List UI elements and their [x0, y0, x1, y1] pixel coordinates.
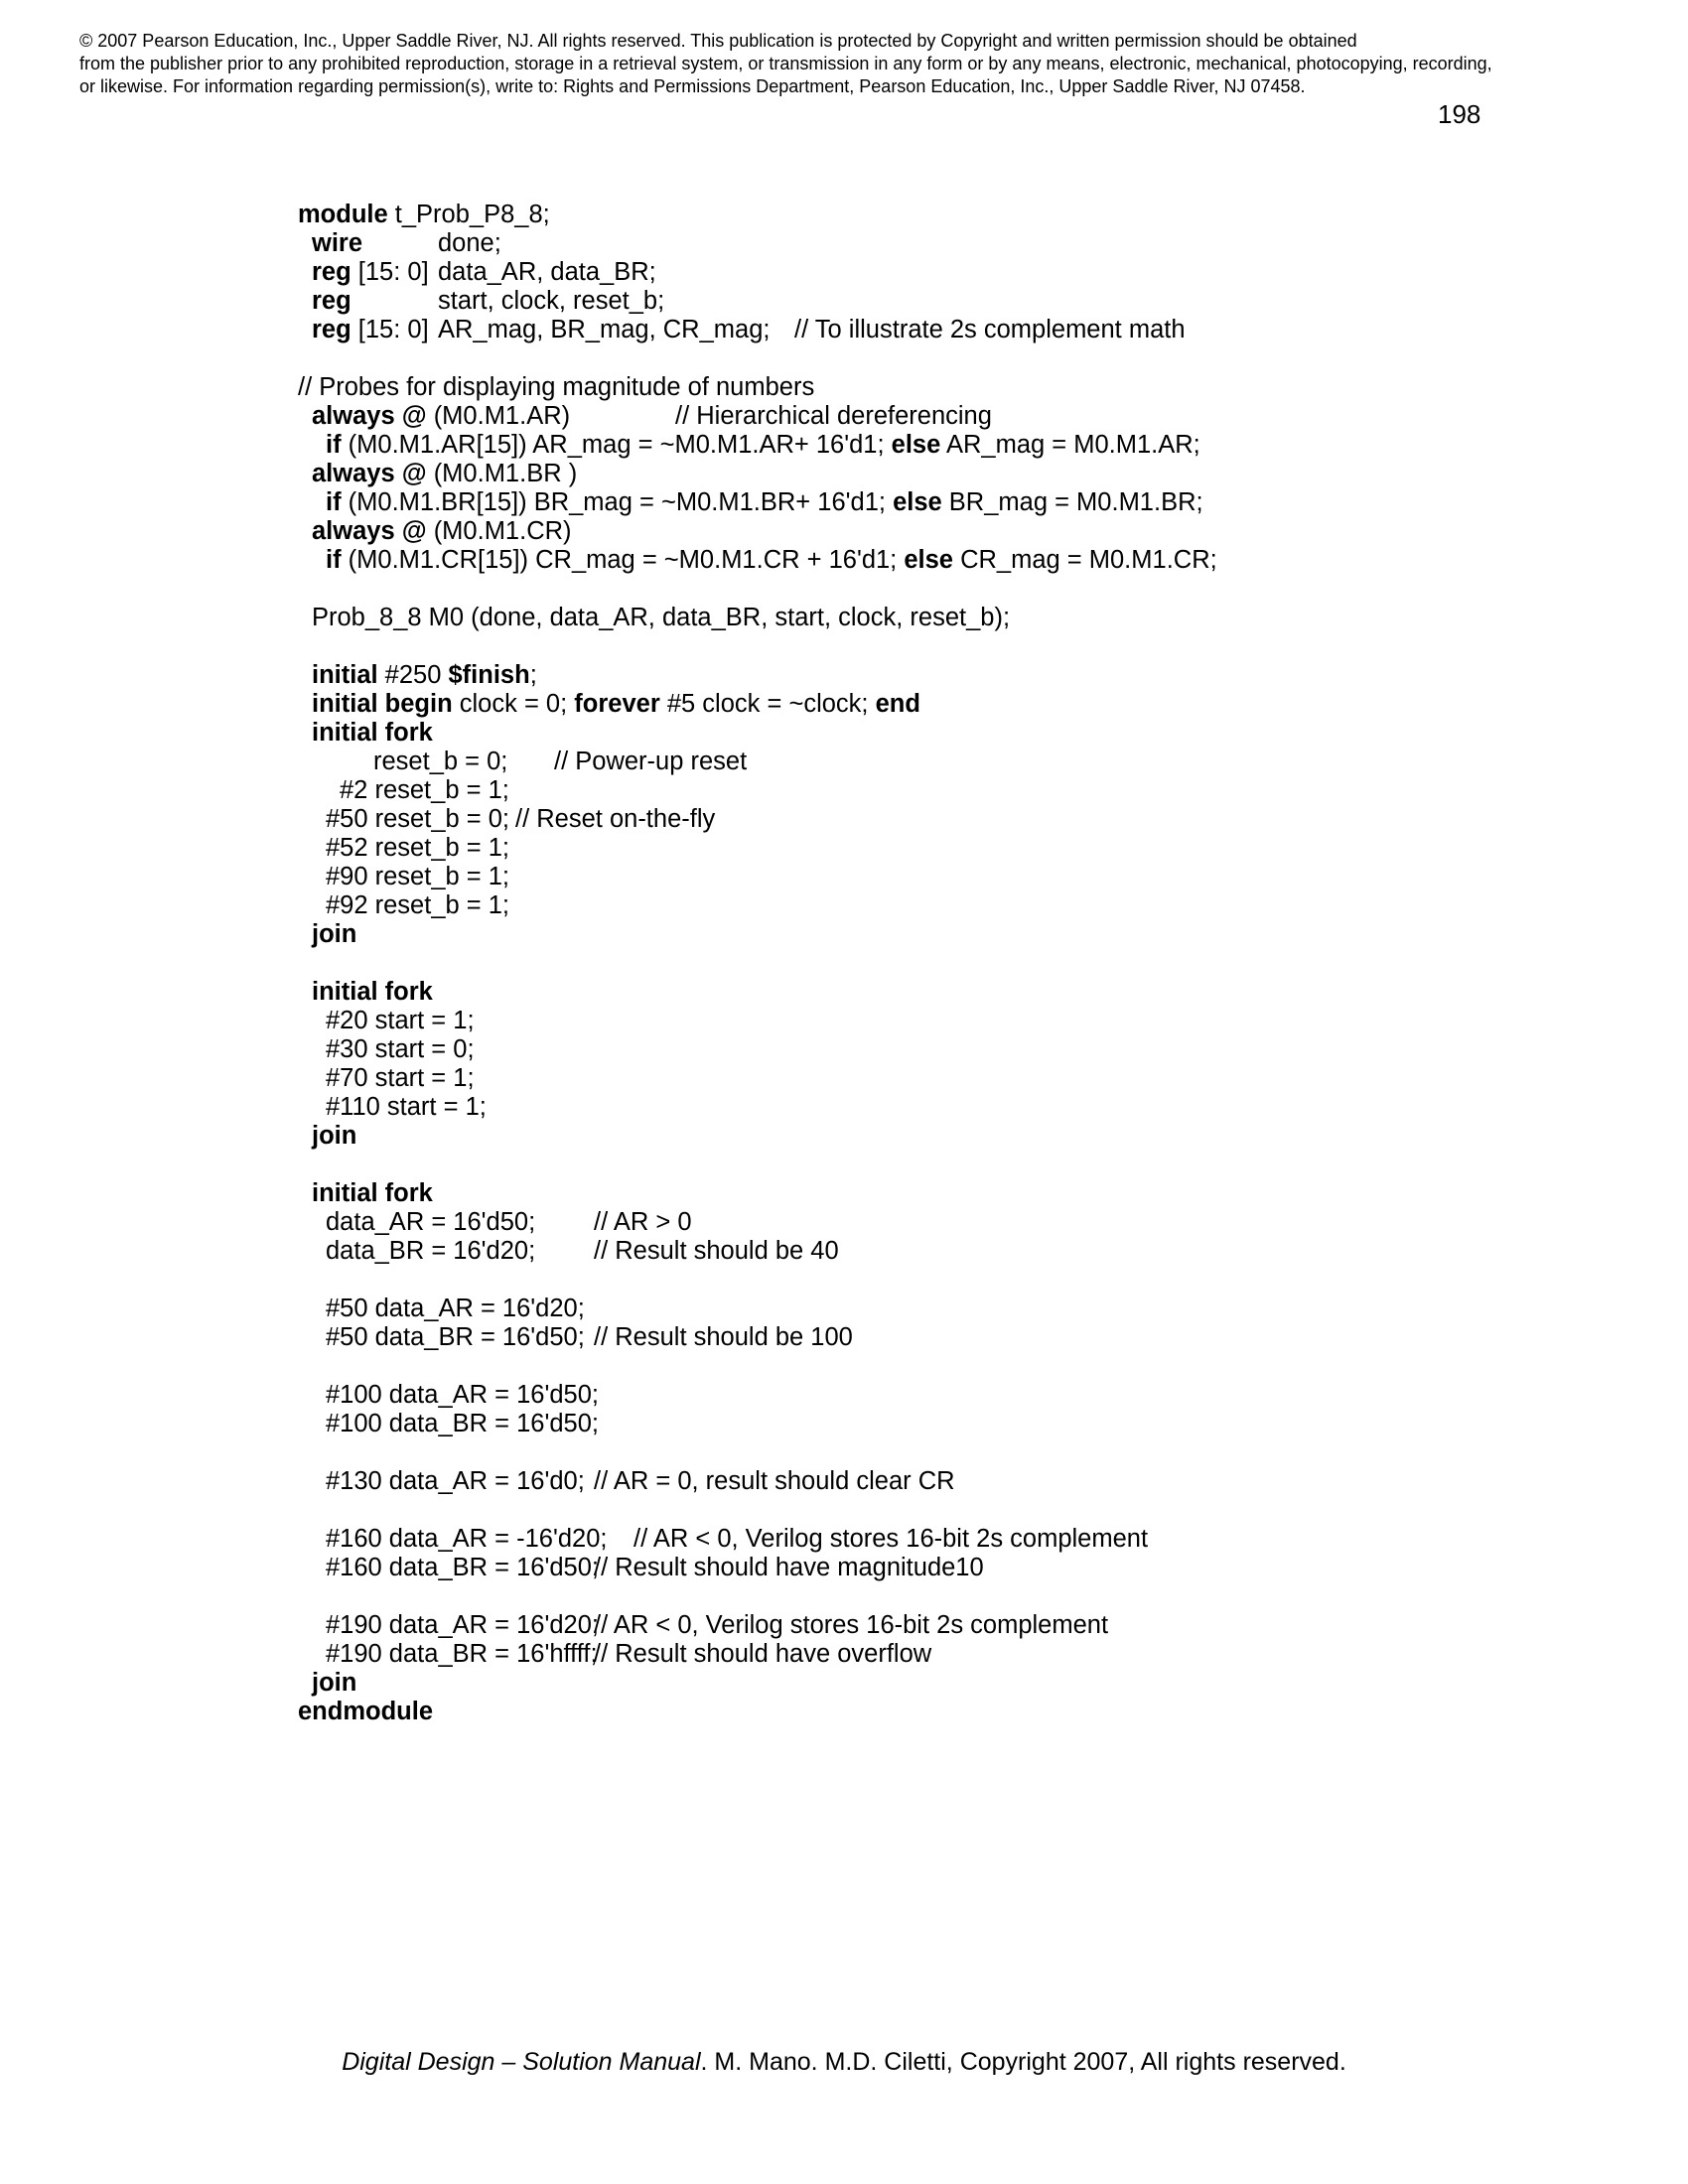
code-line: [0, 1323, 1688, 1352]
code-text: (M0.M1.CR[15]) CR_mag = ~M0.M1.CR + 16'd1;: [341, 546, 905, 574]
verilog-keyword: initial begin: [312, 690, 453, 718]
code-comment: // AR < 0, Verilog stores 16-bit 2s complement: [594, 1611, 1109, 1639]
code-text: #30 start = 0;: [326, 1035, 475, 1063]
code-text: #130 data_AR = 16'd0;: [326, 1467, 585, 1495]
code-line: [0, 1093, 1688, 1122]
code-comment: // Result should have overflow: [594, 1640, 932, 1668]
code-line: [0, 1122, 1688, 1151]
code-line: [0, 604, 1688, 632]
code-line: [0, 863, 1688, 891]
verilog-keyword: forever: [574, 690, 660, 718]
code-line: [0, 1007, 1688, 1035]
code-line: [0, 431, 1688, 460]
code-comment: // To illustrate 2s complement math: [794, 316, 1186, 343]
verilog-keyword: wire: [312, 229, 363, 257]
code-line: [0, 201, 1688, 229]
code-text: reset_b = 0;: [373, 748, 508, 775]
verilog-keyword: else: [893, 488, 942, 516]
code-text: (M0.M1.AR): [426, 402, 571, 430]
code-line: [0, 316, 1688, 344]
code-text: clock = 0;: [452, 690, 575, 718]
verilog-keyword: reg: [312, 287, 352, 315]
footer-credits: . M. Mano. M.D. Ciletti, Copyright 2007, All rights reserved.: [700, 2048, 1346, 2076]
verilog-keyword: module: [298, 201, 388, 228]
code-text: t_Prob_P8_8;: [387, 201, 550, 228]
code-text: data_AR, data_BR;: [438, 258, 656, 286]
code-text: done;: [438, 229, 501, 257]
blank-line: [0, 1496, 1688, 1525]
code-text: #160 data_BR = 16'd50;: [326, 1554, 599, 1581]
copyright-line: © 2007 Pearson Education, Inc., Upper Saddle River, NJ. All rights reserved. This publication is protected by Copyright and written permission should be obtained: [79, 31, 1357, 51]
code-comment: // AR = 0, result should clear CR: [594, 1467, 955, 1495]
verilog-keyword: if: [326, 546, 342, 574]
code-line: [0, 748, 1688, 776]
code-text: (M0.M1.AR[15]) AR_mag = ~M0.M1.AR+ 16'd1;: [341, 431, 892, 459]
code-line: [0, 834, 1688, 863]
code-line: [0, 1237, 1688, 1266]
verilog-keyword: join: [312, 1122, 357, 1150]
code-line: [0, 402, 1688, 431]
footer-book-title: Digital Design – Solution Manual: [342, 2048, 701, 2076]
blank-line: [0, 344, 1688, 373]
verilog-keyword: always @: [312, 517, 427, 545]
code-text: [15: 0]: [351, 258, 429, 286]
blank-line: [0, 1151, 1688, 1179]
code-line: [0, 805, 1688, 834]
verilog-keyword: initial fork: [312, 978, 433, 1006]
code-text: data_AR = 16'd50;: [326, 1208, 536, 1236]
code-comment: // Result should have magnitude10: [594, 1554, 984, 1581]
code-line: [0, 1640, 1688, 1669]
copyright-line: from the publisher prior to any prohibited reproduction, storage in a retrieval system, or transmission in any form or by any means, electronic, mechanical, photocopying, recording,: [79, 54, 1492, 73]
code-comment: // Result should be 100: [594, 1323, 853, 1351]
blank-line: [0, 1582, 1688, 1611]
code-text: data_BR = 16'd20;: [326, 1237, 536, 1265]
code-text: #2 reset_b = 1;: [340, 776, 509, 804]
verilog-keyword: $finish: [448, 661, 530, 689]
verilog-keyword: if: [326, 431, 342, 459]
verilog-keyword: always @: [312, 460, 427, 487]
code-text: CR_mag = M0.M1.CR;: [953, 546, 1217, 574]
code-line: [0, 1208, 1688, 1237]
verilog-keyword: initial fork: [312, 719, 433, 747]
code-line: [0, 719, 1688, 748]
code-line: [0, 258, 1688, 287]
code-comment: // AR < 0, Verilog stores 16-bit 2s complement: [633, 1525, 1149, 1553]
code-line: [0, 1554, 1688, 1582]
verilog-keyword: end: [875, 690, 920, 718]
blank-line: [0, 1266, 1688, 1295]
code-text: #20 start = 1;: [326, 1007, 475, 1034]
code-line: [0, 978, 1688, 1007]
code-line: [0, 661, 1688, 690]
verilog-keyword: reg: [312, 258, 352, 286]
blank-line: [0, 1352, 1688, 1381]
code-text: (M0.M1.BR ): [426, 460, 578, 487]
code-text: #190 data_BR = 16'hffff;: [326, 1640, 598, 1668]
code-line: [0, 488, 1688, 517]
code-text: [15: 0]: [351, 316, 429, 343]
verilog-keyword: join: [312, 920, 357, 948]
code-comment: // Result should be 40: [594, 1237, 839, 1265]
code-line: [0, 229, 1688, 258]
code-text: Prob_8_8 M0 (done, data_AR, data_BR, start, clock, reset_b);: [312, 604, 1011, 631]
code-text: (M0.M1.BR[15]) BR_mag = ~M0.M1.BR+ 16'd1;: [341, 488, 894, 516]
verilog-keyword: reg: [312, 316, 352, 343]
code-text: #70 start = 1;: [326, 1064, 475, 1092]
blank-line: [0, 1438, 1688, 1467]
code-line: [0, 920, 1688, 949]
page-number: 198: [1438, 99, 1481, 129]
code-comment: // Probes for displaying magnitude of numbers: [298, 373, 815, 401]
code-text: #50 data_BR = 16'd50;: [326, 1323, 585, 1351]
code-text: #110 start = 1;: [326, 1093, 487, 1121]
code-line: [0, 373, 1688, 402]
code-text: #100 data_AR = 16'd50;: [326, 1381, 599, 1409]
code-line: [0, 546, 1688, 575]
code-text: #92 reset_b = 1;: [326, 891, 510, 919]
code-comment: // Power-up reset: [554, 748, 748, 775]
code-line: [0, 690, 1688, 719]
code-line: [0, 1698, 1688, 1726]
page-footer: [0, 2047, 1688, 2077]
code-text: #50 data_AR = 16'd20;: [326, 1295, 585, 1322]
code-line: [0, 1381, 1688, 1410]
verilog-keyword: if: [326, 488, 342, 516]
code-line: [0, 776, 1688, 805]
verilog-keyword: always @: [312, 402, 427, 430]
copyright-notice: [79, 30, 1628, 98]
code-comment: // Hierarchical dereferencing: [675, 402, 992, 430]
verilog-keyword: initial: [312, 661, 378, 689]
code-text: AR_mag = M0.M1.AR;: [940, 431, 1200, 459]
verilog-keyword: initial fork: [312, 1179, 433, 1207]
code-line: [0, 1525, 1688, 1554]
code-line: [0, 460, 1688, 488]
code-text: ;: [529, 661, 537, 689]
code-text: BR_mag = M0.M1.BR;: [941, 488, 1203, 516]
code-text: #250: [377, 661, 449, 689]
verilog-keyword: else: [891, 431, 941, 459]
code-text: (M0.M1.CR): [426, 517, 572, 545]
blank-line: [0, 575, 1688, 604]
code-line: [0, 1295, 1688, 1323]
code-line: [0, 1064, 1688, 1093]
code-line: [0, 1035, 1688, 1064]
code-line: [0, 287, 1688, 316]
code-line: [0, 1669, 1688, 1698]
code-text: AR_mag, BR_mag, CR_mag;: [438, 316, 771, 343]
code-text: #5 clock = ~clock;: [659, 690, 876, 718]
blank-line: [0, 632, 1688, 661]
verilog-code-listing: [0, 201, 1688, 1726]
blank-line: [0, 949, 1688, 978]
verilog-keyword: join: [312, 1669, 357, 1697]
verilog-keyword: endmodule: [298, 1698, 434, 1725]
verilog-keyword: else: [904, 546, 953, 574]
code-text: start, clock, reset_b;: [438, 287, 665, 315]
code-line: [0, 891, 1688, 920]
code-text: #90 reset_b = 1;: [326, 863, 510, 890]
code-text: #100 data_BR = 16'd50;: [326, 1410, 599, 1437]
code-line: [0, 1179, 1688, 1208]
copyright-line: or likewise. For information regarding permission(s), write to: Rights and Permissions Department, Pearson Education, Inc., Upper Saddle River, NJ 07458.: [79, 76, 1306, 96]
code-line: [0, 1410, 1688, 1438]
code-text: #52 reset_b = 1;: [326, 834, 510, 862]
code-text: #160 data_AR = -16'd20;: [326, 1525, 608, 1553]
code-comment: // Reset on-the-fly: [515, 805, 716, 833]
code-text: #190 data_AR = 16'd20;: [326, 1611, 599, 1639]
code-comment: // AR > 0: [594, 1208, 692, 1236]
code-line: [0, 1467, 1688, 1496]
code-line: [0, 1611, 1688, 1640]
code-line: [0, 517, 1688, 546]
code-text: #50 reset_b = 0;: [326, 805, 510, 833]
